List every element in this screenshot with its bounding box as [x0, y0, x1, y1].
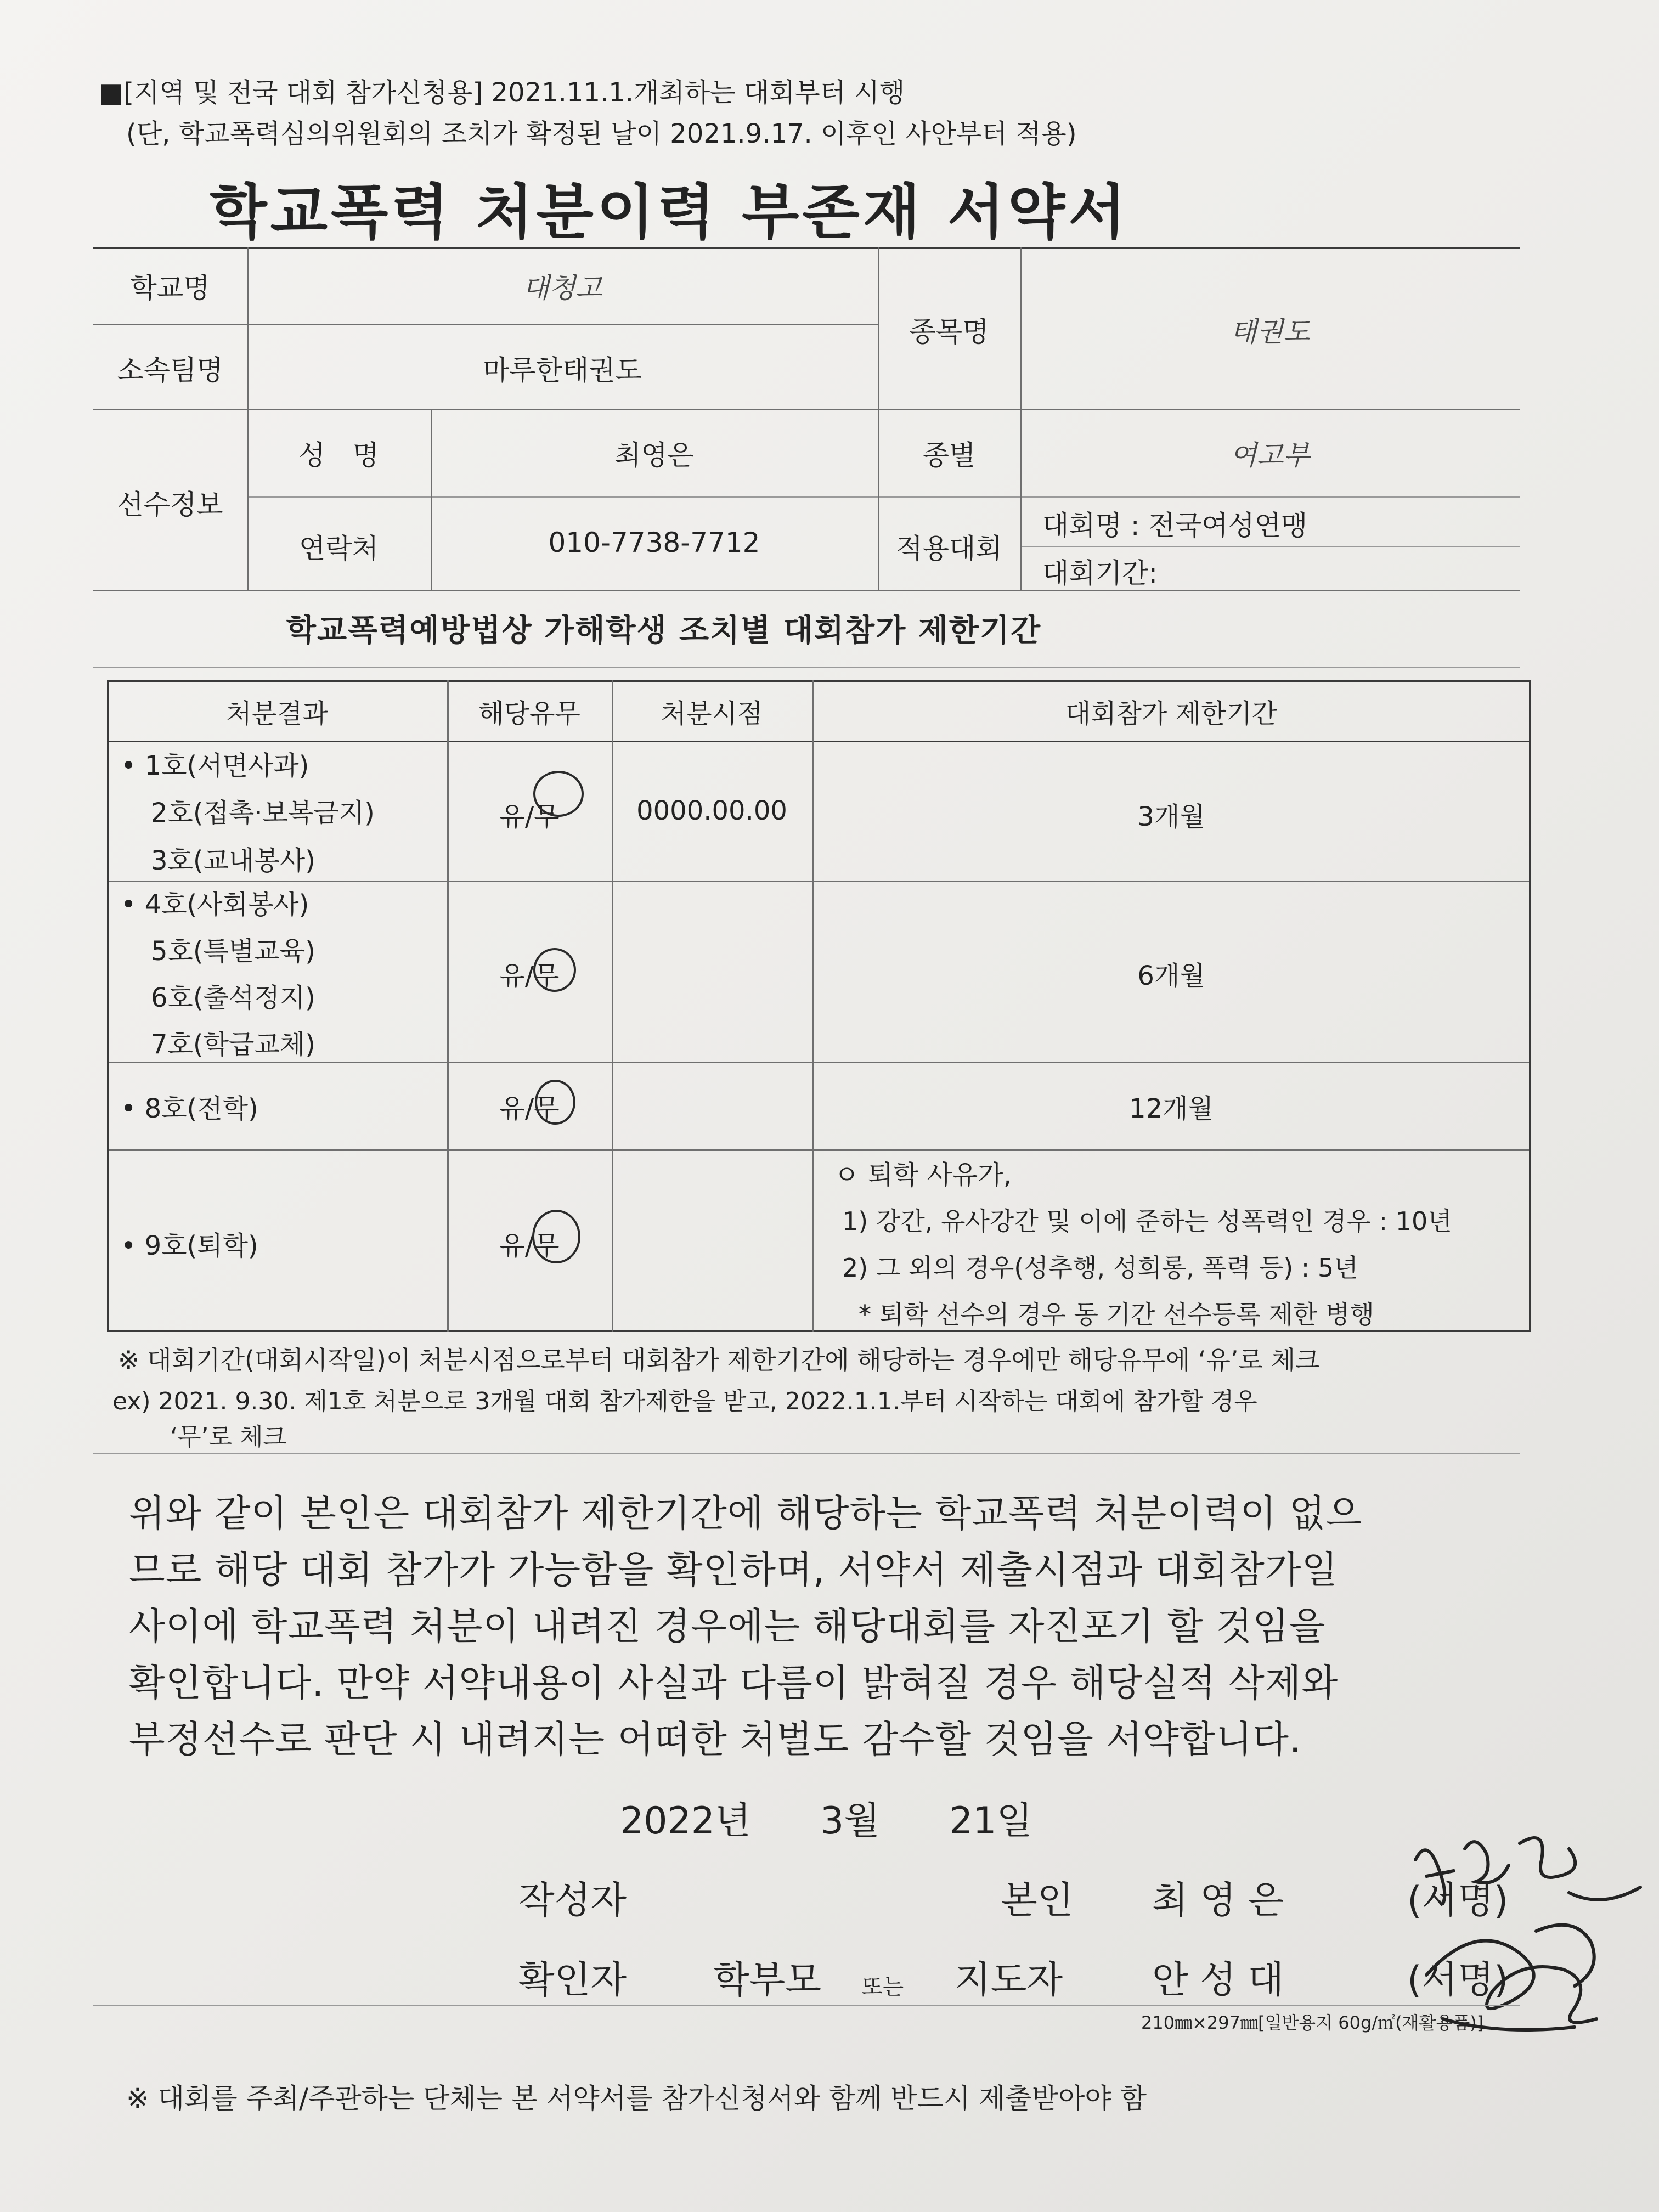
restriction-row-divider-3 — [107, 1149, 1531, 1151]
info-event-divider — [1020, 546, 1520, 547]
pledge-line-4: 확인합니다. 만약 서약내용이 사실과 다름이 밝혀질 경우 해당실적 삭제와 — [129, 1662, 1339, 1705]
row1-choice-circle — [533, 771, 584, 817]
division-label: 종별 — [922, 439, 976, 471]
event-period: 대회기간: — [1042, 557, 1158, 589]
writer-role: 본인 — [1001, 1879, 1074, 1922]
school-value: 대청고 — [522, 272, 602, 304]
row3-item-1: • 8호(전학) — [121, 1093, 258, 1124]
notes-divider — [93, 1453, 1520, 1454]
header-disposition: 처분결과 — [226, 698, 328, 729]
name-label: 성 명 — [298, 439, 379, 471]
info-row-divider-1 — [93, 324, 878, 325]
row1-item-1: • 1호(서면사과) — [121, 751, 309, 781]
confirm-or: 또는 — [861, 1974, 904, 2000]
section-title: 학교폭력예방법상 가해학생 조치별 대회참가 제한기간 — [286, 613, 1042, 648]
row3-choice: 유/무 — [499, 1093, 560, 1124]
paper-spec: 210㎜×297㎜[일반용지 60g/㎡(재활용품)] — [1141, 2012, 1484, 2033]
header-disposition-date: 처분시점 — [661, 698, 763, 729]
row1-choice: 유/무 — [499, 802, 560, 832]
row1-item-2: 2호(접촉·보복금지) — [151, 798, 375, 828]
row2-item-3: 6호(출석정지) — [151, 983, 315, 1013]
contact-value: 010-7738-7712 — [548, 527, 760, 558]
team-label: 소속팀명 — [117, 354, 223, 386]
row4-period-line-1: ㅇ 퇴학 사유가, — [834, 1160, 1012, 1190]
note-3: ‘무’로 체크 — [170, 1423, 286, 1451]
row3-period: 12개월 — [1129, 1093, 1214, 1124]
row1-date: 0000.00.00 — [636, 795, 787, 826]
restriction-col-divider-3 — [812, 680, 814, 1332]
header-line-1: ■[지역 및 전국 대회 참가신청용] 2021.11.1.개최하는 대회부터 시행 — [99, 77, 905, 108]
row4-period-line-2: 1) 강간, 유사강간 및 이에 준하는 성폭력인 경우 : 10년 — [842, 1206, 1452, 1236]
restriction-row-divider-2 — [107, 1062, 1531, 1063]
info-row-divider-2 — [93, 409, 1520, 410]
date-year: 2022년 — [620, 1799, 751, 1843]
footer-note: ※ 대회를 주최/주관하는 단체는 본 서약서를 참가신청서와 함께 반드시 제출받아야 함 — [126, 2083, 1147, 2114]
contact-label: 연락처 — [299, 533, 379, 565]
writer-label: 작성자 — [518, 1879, 627, 1922]
row1-item-3: 3호(교내봉사) — [151, 845, 315, 876]
info-table-top-border — [93, 247, 1520, 249]
info-col-divider-4 — [1020, 247, 1022, 590]
event-name: 대회명 : 전국여성연맹 — [1042, 510, 1308, 541]
date-day: 21일 — [949, 1799, 1033, 1843]
sport-label: 종목명 — [909, 316, 989, 348]
signature-section-bottom-border — [93, 2005, 1520, 2006]
page-title: 학교폭력 처분이력 부존재 서약서 — [210, 178, 1129, 247]
restriction-row-divider-1 — [107, 881, 1531, 882]
restriction-table-top-border — [107, 680, 1531, 682]
player-info-label: 선수정보 — [117, 489, 223, 521]
row2-item-2: 5호(특별교육) — [151, 936, 315, 967]
pledge-line-3: 사이에 학교폭력 처분이 내려진 경우에는 해당대회를 자진포기 할 것임을 — [129, 1605, 1326, 1649]
header-line-2: (단, 학교폭력심의위원회의 조치가 확정된 날이 2021.9.17. 이후인 사안부터 적용) — [126, 119, 1077, 149]
confirm-role-parent: 학부모 — [713, 1959, 822, 2002]
row4-choice: 유/무 — [499, 1231, 560, 1261]
row4-period-line-4: * 퇴학 선수의 경우 동 기간 선수등록 제한 병행 — [859, 1300, 1374, 1329]
row4-choice-circle — [532, 1210, 580, 1263]
row2-period: 6개월 — [1137, 961, 1205, 991]
writer-sign-label: (서명) — [1407, 1879, 1509, 1922]
school-label: 학교명 — [130, 272, 210, 304]
row1-period: 3개월 — [1137, 802, 1205, 832]
row2-choice-circle — [533, 948, 576, 992]
sport-value: 태권도 — [1230, 316, 1310, 348]
confirm-name: 안 성 대 — [1152, 1959, 1284, 2002]
restriction-col-right-border — [1529, 680, 1531, 1332]
date-month: 3월 — [820, 1799, 880, 1843]
row4-item-1: • 9호(퇴학) — [121, 1231, 258, 1261]
row2-item-4: 7호(학급교체) — [151, 1029, 315, 1060]
restriction-header-bottom-border — [107, 741, 1531, 742]
row2-item-1: • 4호(사회봉사) — [121, 889, 309, 920]
confirm-sign-label: (서명) — [1407, 1959, 1509, 2002]
header-applicable: 해당유무 — [478, 698, 580, 729]
pledge-line-2: 므로 해당 대회 참가가 가능함을 확인하며, 서약서 제출시점과 대회참가일 — [129, 1549, 1339, 1592]
info-row-divider-3 — [247, 496, 1520, 498]
row4-period-line-3: 2) 그 외의 경우(성추행, 성희롱, 폭력 등) : 5년 — [842, 1253, 1358, 1283]
pledge-line-1: 위와 같이 본인은 대회참가 제한기간에 해당하는 학교폭력 처분이력이 없으 — [129, 1492, 1363, 1536]
team-value: 마루한태권도 — [483, 354, 642, 386]
confirm-label: 확인자 — [518, 1959, 627, 2002]
row2-choice: 유/무 — [499, 961, 560, 991]
name-value: 최영은 — [614, 439, 694, 471]
writer-name: 최 영 은 — [1152, 1879, 1284, 1922]
restriction-col-left-border — [107, 680, 109, 1332]
note-2: ex) 2021. 9.30. 제1호 처분으로 3개월 대회 참가제한을 받고, 2022.1.1.부터 시작하는 대회에 참가할 경우 — [112, 1387, 1257, 1415]
event-label: 적용대회 — [896, 533, 1002, 565]
restriction-col-divider-2 — [612, 680, 613, 1332]
division-value: 여고부 — [1230, 439, 1310, 471]
note-1: ※ 대회기간(대회시작일)이 처분시점으로부터 대회참가 제한기간에 해당하는 경우에만 해당유무에 ‘유’로 체크 — [118, 1345, 1320, 1375]
header-restriction-period: 대회참가 제한기간 — [1065, 698, 1278, 729]
section-title-underline — [93, 667, 1520, 668]
info-table-bottom-border — [93, 590, 1520, 591]
confirm-role-coach: 지도자 — [955, 1959, 1063, 2002]
pledge-line-5: 부정선수로 판단 시 내려지는 어떠한 처벌도 감수할 것임을 서약합니다. — [129, 1718, 1302, 1762]
row3-choice-circle — [535, 1080, 575, 1125]
